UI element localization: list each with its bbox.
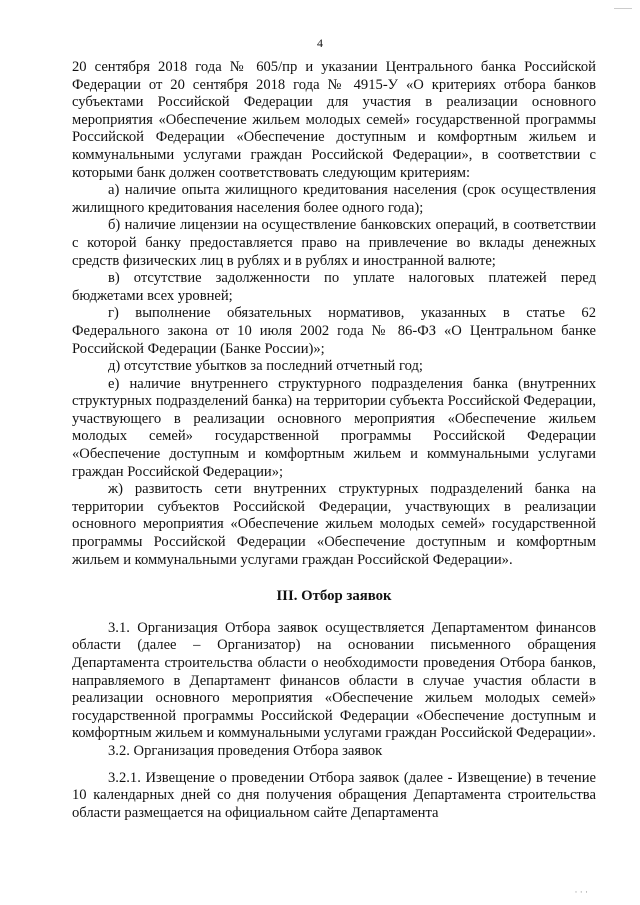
scan-artifact-dots: · · ·	[574, 887, 588, 897]
criterion-e: е) наличие внутреннего структурного подразделения банка (внутренних структурных подразделений банка) на территории субъекта Российской Федерации, участвующего в реализации основного мероприятия «Обеспечение жильем молодых семей» государственной программы Российской Федерации «Обеспечение доступным и комфортным жильем и коммунальными услугами граждан Российской Федерации»;	[72, 375, 596, 480]
criterion-zh: ж) развитость сети внутренних структурных подразделений банка на территории субъектов Российской Федерации, участвующих в реализации основного мероприятия «Обеспечение жильем молодых семей» государственной программы Российской Федерации «Обеспечение доступным и комфортным жильем и коммунальными услугами граждан Российской Федерации».	[72, 481, 596, 568]
paragraph-continuation: 20 сентября 2018 года № 605/пр и указании Центрального банка Российской Федерации от 20 сентября 2018 года № 4915-У «О критериях отбора банков субъектами Российской Федерации для участия в реализации основного мероприятия «Обеспечение жильем молодых семей» государственной программы Российской Федерации «Обеспечение доступным и комфортным жильем и коммунальными услугами граждан Российской Федерации», в соответствии с которыми банк должен соответствовать следующим критериям:	[72, 59, 596, 181]
spacer	[72, 761, 596, 770]
clause-3-2-1: 3.2.1. Извещение о проведении Отбора заявок (далее - Извещение) в течение 10 календарных дней со дня получения обращения Департамента строительства области размещается на официальном сайте Департамента	[72, 769, 596, 821]
section-heading: III. Отбор заявок	[276, 588, 392, 605]
criterion-b: б) наличие лицензии на осуществление банковских операций, в соответствии с которой банку предоставляется право на привлечение во вклады денежных средств физических лиц в рублях и в рублях и иностранной валюте;	[72, 217, 596, 269]
criterion-d: д) отсутствие убытков за последний отчетный год;	[108, 358, 423, 375]
criterion-g: г) выполнение обязательных нормативов, указанных в статье 62 Федерального закона от 10 июля 2002 года № 86-ФЗ «О Центральном банке Российской Федерации (Банке России)»;	[72, 305, 596, 357]
clause-3-2: 3.2. Организация проведения Отбора заявок	[108, 742, 383, 759]
criterion-a: а) наличие опыта жилищного кредитования населения (срок осуществления жилищного кредитования населения более одного года);	[72, 182, 596, 216]
document-body	[72, 59, 596, 822]
clause-3-1: 3.1. Организация Отбора заявок осуществляется Департаментом финансов области (далее – Организатор) на основании письменного обращения Департамента строительства области о необходимости проведения Отбора банков, направляемого в Департамент финансов области в случае участия области в реализации основного мероприятия «Обеспечение жильем молодых семей» государственной программы Российской Федерации «Обеспечение доступным и комфортным жильем и коммунальными услугами граждан Российской Федерации».	[72, 619, 596, 742]
criterion-v: в) отсутствие задолженности по уплате налоговых платежей перед бюджетами всех уровней;	[72, 270, 596, 304]
page-number: 4	[317, 36, 323, 50]
scan-artifact-mark	[614, 2, 632, 9]
